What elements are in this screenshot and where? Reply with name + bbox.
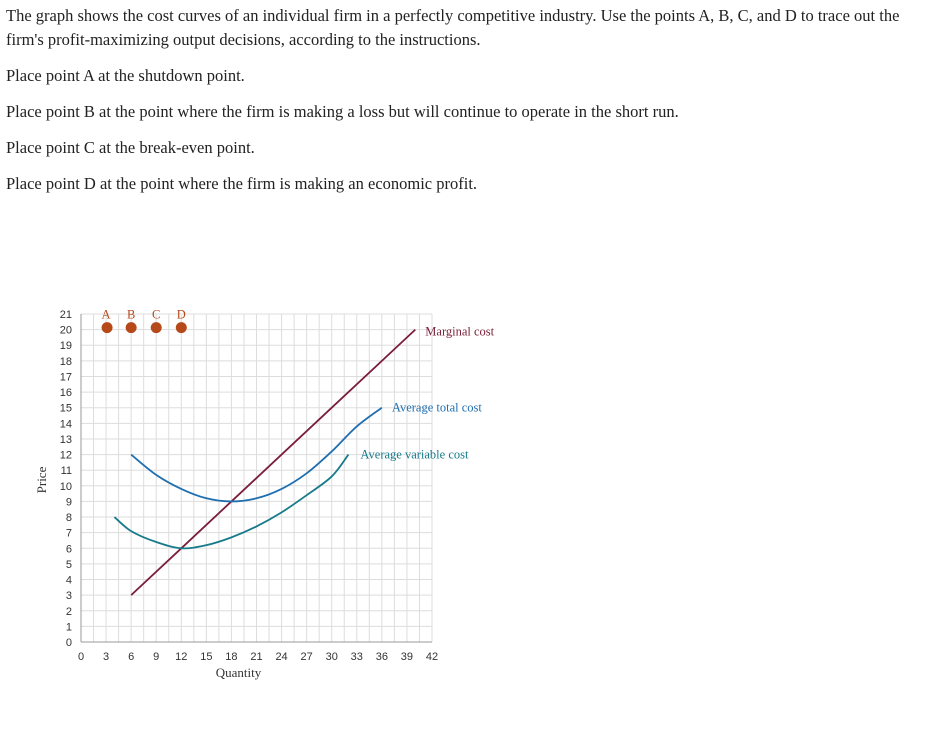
marginal-cost-label: Marginal cost [425, 324, 495, 339]
point-a-label: A [101, 307, 111, 322]
instruction-point-b: Place point B at the point where the firm is making a loss but will continue to operate in the short run. [6, 102, 679, 121]
y-tick-label: 9 [65, 496, 72, 509]
y-tick-label: 20 [59, 324, 72, 337]
y-tick-label: 1 [65, 621, 72, 634]
y-tick-label: 16 [59, 387, 72, 400]
y-tick-label: 2 [65, 605, 72, 618]
x-tick-label: 21 [250, 651, 263, 663]
y-axis-title: Price [34, 466, 49, 494]
y-tick-label: 4 [65, 574, 72, 587]
x-tick-label: 9 [153, 651, 160, 663]
average-total-cost-label: Average total cost [391, 400, 482, 415]
y-tick-label: 14 [59, 418, 72, 431]
x-tick-label: 6 [128, 651, 135, 663]
point-c[interactable] [151, 308, 162, 334]
y-tick-label: 3 [65, 590, 72, 603]
instruction-point-a: Place point A at the shutdown point. [6, 66, 245, 85]
point-d[interactable] [176, 308, 187, 334]
y-tick-label: 18 [59, 355, 72, 368]
x-axis-title: Quantity [215, 665, 262, 680]
curves [114, 330, 415, 596]
instructions [6, 4, 926, 196]
point-b-marker[interactable] [126, 322, 137, 333]
cost-curves-chart [0, 290, 560, 710]
point-c-label: C [152, 307, 161, 322]
y-tick-label: 0 [65, 637, 72, 649]
y-tick-label: 8 [65, 512, 72, 525]
x-tick-label: 27 [300, 651, 313, 663]
instructions-intro: The graph shows the cost curves of an individual firm in a perfectly competitive industry. Use the points A, B, C, and D to trace out the firm's profit-maximizing output decisions, according to the instructions. [6, 6, 900, 49]
x-tick-label: 15 [200, 651, 213, 663]
y-tick-label: 10 [59, 480, 72, 493]
average-variable-cost-label: Average variable cost [360, 447, 469, 462]
y-tick-label: 13 [59, 433, 72, 446]
point-a[interactable] [102, 308, 113, 334]
instruction-point-c: Place point C at the break-even point. [6, 138, 255, 157]
point-b-label: B [126, 307, 136, 322]
y-tick-label: 11 [60, 465, 72, 478]
point-d-marker[interactable] [176, 322, 187, 333]
y-tick-label: 7 [65, 527, 72, 540]
x-tick-label: 33 [350, 651, 363, 663]
y-tick-label: 5 [65, 558, 72, 571]
x-tick-label: 3 [103, 651, 110, 663]
x-tick-label: 0 [77, 651, 85, 663]
x-tick-label: 12 [175, 651, 188, 663]
x-tick-label: 42 [425, 651, 439, 663]
y-tick-label: 19 [59, 340, 72, 353]
x-tick-label: 39 [400, 651, 414, 663]
y-tick-label: 12 [59, 449, 72, 462]
x-tick-label: 36 [375, 651, 388, 663]
x-tick-label: 30 [325, 651, 338, 663]
x-tick-label: 24 [275, 651, 288, 663]
point-a-marker[interactable] [102, 322, 113, 333]
instruction-point-d: Place point D at the point where the firm is making an economic profit. [6, 174, 478, 193]
marginal-cost-curve [131, 330, 415, 596]
y-tick-label: 15 [59, 402, 72, 415]
y-tick-label: 17 [59, 371, 72, 384]
point-c-marker[interactable] [151, 322, 162, 333]
y-tick-label: 6 [65, 543, 72, 556]
point-b[interactable] [126, 308, 137, 334]
x-tick-label: 18 [225, 651, 238, 663]
point-d-label: D [176, 307, 186, 322]
y-tick-label: 21 [59, 309, 72, 321]
